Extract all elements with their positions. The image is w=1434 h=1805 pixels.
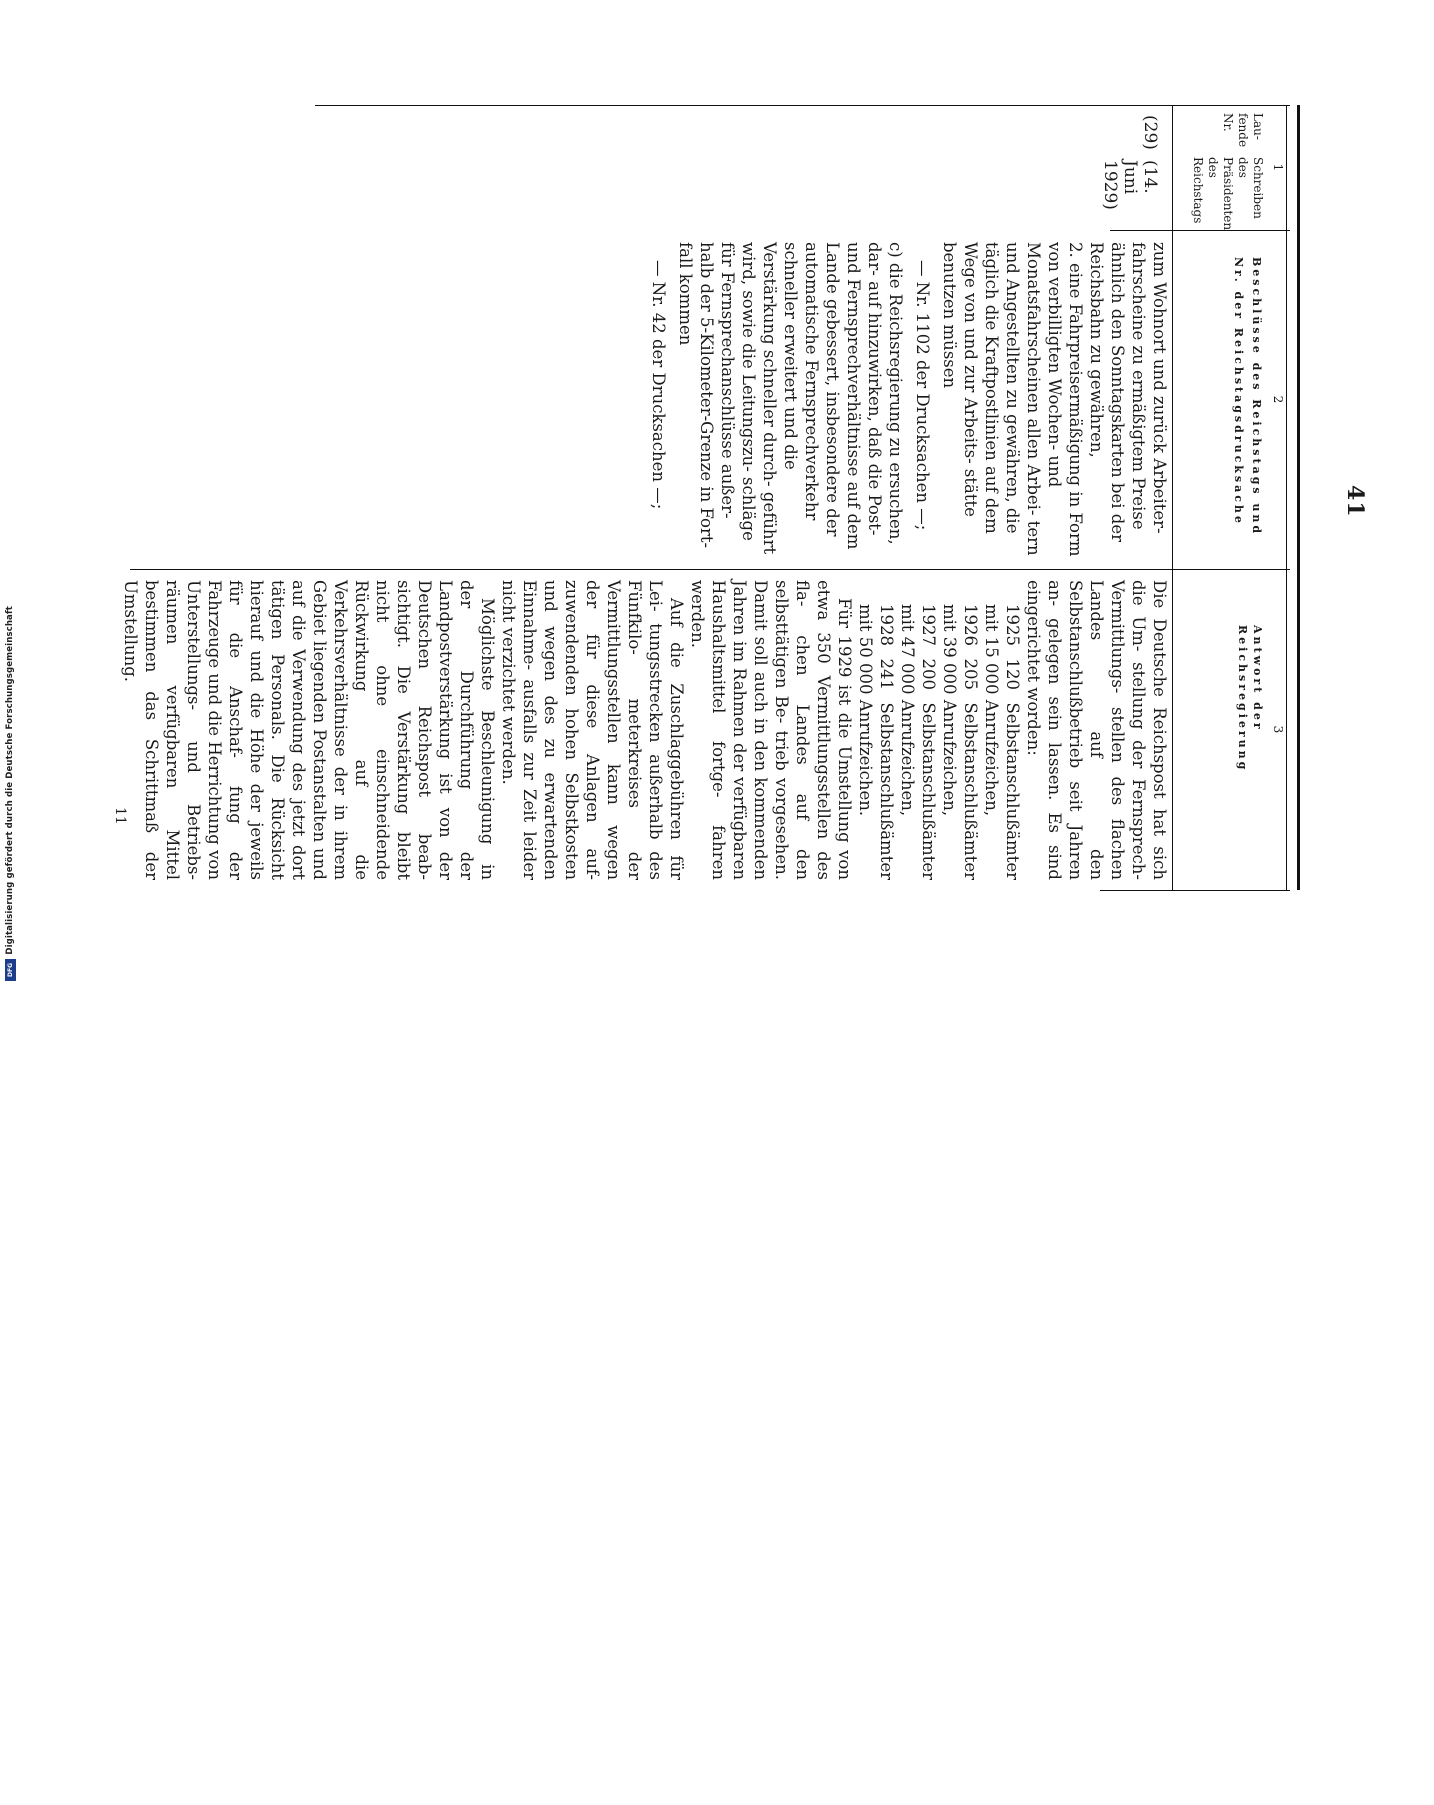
- top-rule: [1286, 105, 1300, 890]
- antwort-stat: 1926 205 Selbstanschlußämter mit 39 000 Anrufzeichen,: [940, 604, 980, 880]
- antwort-stat: 1928 241 Selbstanschlußämter mit 50 000 Anrufzeichen.: [856, 604, 896, 880]
- row-date: (14. Juni 1929): [1100, 160, 1160, 210]
- scanned-page: [112, 105, 1368, 1805]
- antwort-intro: Die Deutsche Reichspost hat sich die Um- stellung der Fernsprech-Vermittlungs- stellen des flachen Landes auf den Selbstanschlußbetrieb seit Jahren an- gelegen sein lassen. Es sind eingerichtet worden:: [1024, 580, 1169, 880]
- beschluss-paragraph: zum Wohnort und zurück Arbeiter- fahrscheine zu ermäßigtem Preise ähnlich den Sonntagskarten bei der Reichsbahn zu gewähren,: [1087, 242, 1169, 542]
- drucksache-reference: — Nr. 42 der Drucksachen —;: [649, 260, 668, 510]
- header-lfd-nr: Lau- fende Nr.: [1221, 113, 1265, 148]
- column-number: 3: [1271, 725, 1285, 734]
- header-antwort: Antwort der Reichsregierung: [1236, 625, 1264, 773]
- antwort-stat: 1925 120 Selbstanschlußämter mit 15 000 Anrufzeichen,: [982, 604, 1022, 880]
- column-rule: [1110, 230, 1290, 231]
- column-number: 1: [1271, 163, 1285, 172]
- column-rule: [1100, 890, 1290, 891]
- antwort-paragraph: Für 1929 ist die Umstellung von etwa 350 Vermittlungsstellen des fla- chen Landes auf den selbsttätigen Be- trieb vorgesehen. Damit soll auch in den kommenden Jahren im Rahmen der verfügbaren Haushaltsmittel fortge- fahren werden.: [688, 580, 854, 880]
- credit-text: Digitalisierung gefördert durch die Deutsche Forschungsgemeinschaft: [5, 606, 15, 955]
- row-lfd-nr: (29): [1140, 115, 1160, 150]
- digitization-credit: [2, 606, 18, 996]
- dfg-logo-icon: DFG: [5, 959, 16, 981]
- beschluss-paragraph: c) die Reichsregierung zu ersuchen, dar- auf hinzuwirken, daß die Post- und Fernsprechverhältnisse auf dem Lande gebessert, insbesondere der automatische Fernsprechverkehr schneller erweitert und die Verstärkung schneller durch- geführt wird, sowie die Leitungszu- schläge für Fernsprechanschlüsse außer- halb der 5-Kilometer-Grenze in Fort- fall kommen: [676, 242, 905, 555]
- header-beschluesse: Beschlüsse des Reichstags und Nr. der Reichstagsdrucksache: [1232, 257, 1263, 537]
- beschluss-paragraph: 2. eine Fahrpreisermäßigung in Form von verbilligten Wochen- und Monatsfahrscheinen allen Arbei- tern und Angestellten zu gewähren, die täglich die Kraftpostlinien auf dem Wege von und zur Arbeits- stätte benutzen müssen: [940, 242, 1085, 557]
- header-rule: [1172, 105, 1173, 890]
- column-rule: [315, 105, 1290, 106]
- antwort-stat: 1927 200 Selbstanschlußämter mit 47 000 Anrufzeichen,: [898, 604, 938, 880]
- antwort-paragraph: Auf die Zuschlaggebühren für Lei- tungsstrecken außerhalb des Fünfkilo- meterkreises der Vermittlungsstellen kann wegen der für diese Anlagen auf- zuwendenden hohen Selbstkosten und wegen des zu erwartenden Einnahme- ausfalls zur Zeit leider nicht verzichtet werden.: [499, 580, 686, 880]
- drucksache-reference: — Nr. 1102 der Drucksachen —;: [913, 260, 932, 531]
- antwort-paragraph: Möglichste Beschleunigung in der Durchführung der Landpostverstärkung ist von der Deutschen Reichspost beab- sichtigt. Die Verstärkung bleibt nicht ohne einschneidende Rückwirkung auf die Verkehrsverhältnisse der in ihrem Gebiet liegenden Postanstalten und auf die Verwendung des jetzt dort tätigen Personals. Die Rücksicht hierauf und die Höhe der jeweils für die Anschaf- fung der Fahrzeuge und die Herrichtung von Unterstellungs- und Betriebs- räumen verfügbaren Mittel bestimmen das Schrittmaß der Umstellung.: [121, 580, 497, 880]
- column-rule: [130, 569, 1290, 570]
- column-number: 2: [1271, 395, 1285, 404]
- antwort-text: [120, 580, 1170, 880]
- footer-number: 11: [112, 807, 128, 825]
- page-number: 41: [1342, 485, 1368, 518]
- header-schreiben: Schreiben des Präsidenten des Reichstags: [1191, 157, 1265, 231]
- beschluss-text: [642, 242, 1170, 560]
